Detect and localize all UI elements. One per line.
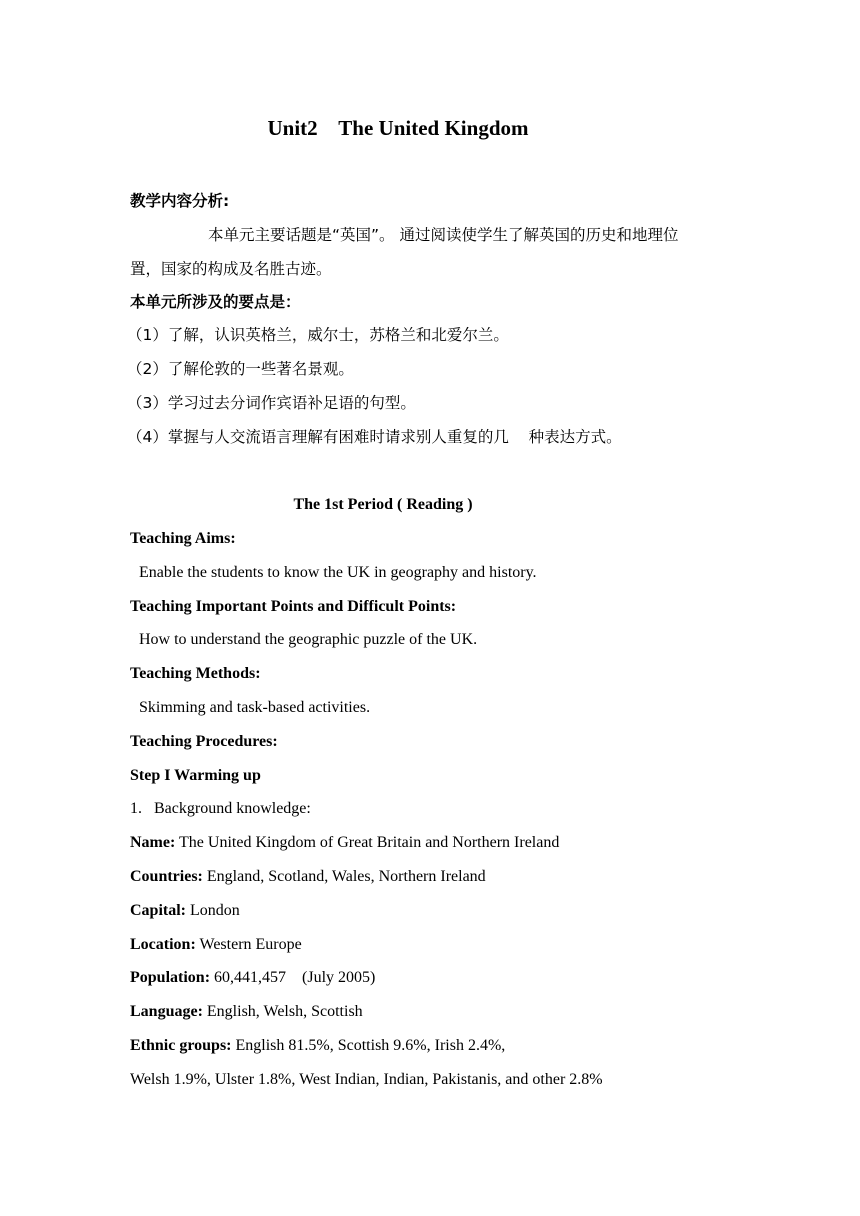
teaching-methods-text: Skimming and task-based activities. [139,699,371,716]
unit-title: Unit2 The United Kingdom [267,116,529,140]
teaching-aims-text: Enable the students to know the UK in geography and history. [139,564,537,581]
fact-value: English, Welsh, Scottish [202,1003,363,1020]
fact-label: Language: [130,1003,203,1020]
analysis-paragraph-line-1: 本单元主要话题是“英国”。 通过阅读使学生了解英国的历史和地理位 [208,226,679,244]
fact-label: Population: [130,969,211,986]
important-points-text: How to understand the geographic puzzle of the UK. [139,631,478,648]
fact-capital-line [130,901,240,921]
fact-language-line [130,1002,363,1022]
fact-value: The United Kingdom of Great Britain and Northern Ireland [175,834,560,851]
fact-name-line [130,833,559,853]
fact-countries-line [130,867,486,887]
teaching-methods-heading: Teaching Methods: [130,665,261,682]
fact-value: Western Europe [195,936,302,953]
teaching-procedures-heading: Teaching Procedures: [130,733,278,750]
fact-ethnic-groups-continuation: Welsh 1.9%, Ulster 1.8%, West Indian, Indian, Pakistanis, and other 2.8% [130,1071,603,1088]
fact-value: England, Scotland, Wales, Northern Ireland [202,868,486,885]
key-point-2: （2）了解伦敦的一些著名景观。 [127,360,354,378]
fact-ethnic-groups-line [130,1036,505,1056]
key-point-1: （1）了解，认识英格兰，威尔士，苏格兰和北爱尔兰。 [127,326,509,344]
fact-label: Name: [130,834,176,851]
period-title: The 1st Period ( Reading ) [293,496,473,513]
fact-label: Ethnic groups: [130,1037,232,1054]
fact-population-line [130,968,375,988]
key-points-heading: 本单元所涉及的要点是： [130,293,301,311]
fact-label: Countries: [130,868,203,885]
teaching-aims-heading: Teaching Aims: [130,530,236,547]
fact-value: 60,441,457 (July 2005) [210,969,376,986]
fact-value: English 81.5%, Scottish 9.6%, Irish 2.4%, [231,1037,506,1054]
analysis-paragraph-line-2: 置，国家的构成及名胜古迹。 [130,260,332,278]
important-points-heading: Teaching Important Points and Difficult Points: [130,598,457,615]
step1-heading: Step I Warming up [130,767,261,784]
key-point-4: （4）掌握与人交流语言理解有困难时请求别人重复的几 种表达方式。 [127,428,622,446]
fact-label: Capital: [130,902,186,919]
analysis-heading: 教学内容分析: [130,192,230,210]
background-knowledge-item: 1. Background knowledge: [130,800,311,817]
fact-value: London [186,902,240,919]
key-point-3: （3）学习过去分词作宾语补足语的句型。 [127,394,416,412]
fact-label: Location: [130,936,196,953]
fact-location-line [130,935,302,955]
